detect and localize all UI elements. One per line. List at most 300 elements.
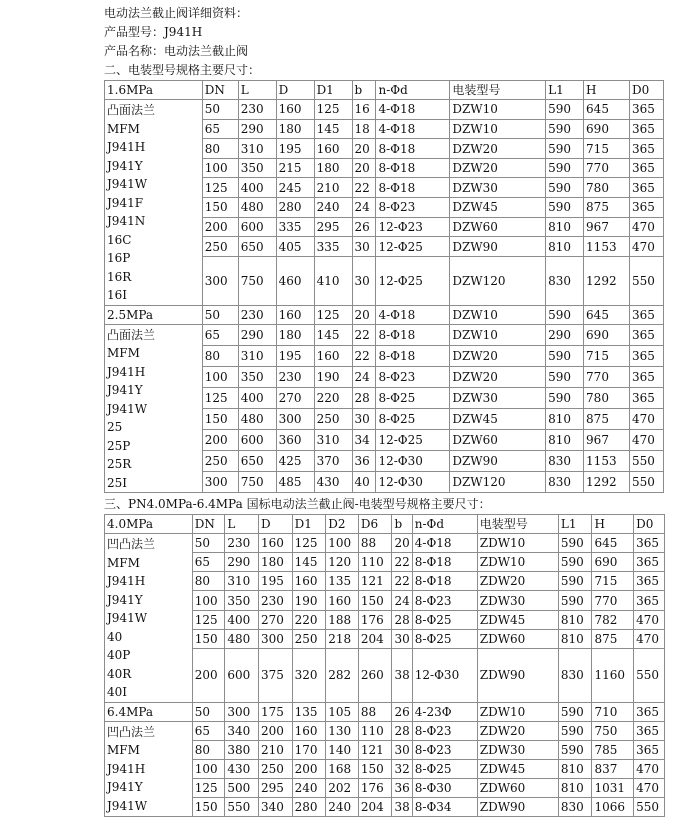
table-cell: 310 (225, 572, 259, 591)
table-cell: 780 (584, 178, 630, 198)
table-cell: 210 (314, 178, 352, 198)
table-cell: 282 (326, 648, 359, 702)
flange-label-cell (105, 324, 203, 493)
column-header: b (392, 515, 412, 534)
table-cell: 20 (352, 139, 376, 159)
table-cell: 810 (546, 217, 584, 237)
column-header: H (592, 515, 634, 534)
table-cell: 121 (358, 740, 392, 759)
table-cell: 160 (326, 591, 359, 610)
table-cell: 365 (629, 324, 663, 345)
table-cell: DZW60 (450, 217, 546, 237)
table-cell: 590 (558, 721, 592, 740)
table-cell: 88 (358, 534, 392, 553)
column-header: D0 (634, 515, 665, 534)
table-cell: 480 (238, 198, 276, 218)
table-cell: 8-Φ23 (412, 740, 477, 759)
flange-label-cell (105, 100, 203, 306)
table-cell: 470 (634, 759, 665, 778)
table-cell: 190 (292, 591, 326, 610)
table-cell: ZDW60 (477, 778, 558, 797)
flange-label: 16C (107, 232, 132, 247)
table-cell: 650 (238, 237, 276, 257)
table-cell: 590 (546, 100, 584, 120)
table-cell: 550 (634, 648, 665, 702)
table-cell: 785 (592, 740, 634, 759)
table-cell: 290 (238, 119, 276, 139)
table-cell: 170 (292, 740, 326, 759)
table-cell: 645 (584, 305, 630, 324)
table-cell: 100 (326, 534, 359, 553)
table-cell: 188 (326, 610, 359, 629)
flange-label: J941H (107, 364, 146, 379)
table-cell: 875 (592, 629, 634, 648)
flange-label: 凸面法兰 (107, 103, 156, 117)
table-cell: 967 (584, 429, 630, 450)
flange-label: J941W (107, 798, 148, 813)
table-cell: 470 (629, 429, 663, 450)
table-cell: 690 (592, 553, 634, 572)
table-cell: 230 (238, 100, 276, 120)
flange-label-cell (105, 721, 193, 816)
table-cell: 300 (202, 256, 238, 305)
table-cell: 100 (202, 158, 238, 178)
intro-line-2: 产品型号：J941H (104, 25, 203, 39)
table-cell: ZDW30 (477, 740, 558, 759)
table-row (105, 100, 664, 120)
table-cell: 300 (225, 702, 259, 721)
table-cell: 125 (202, 178, 238, 198)
flange-label: J941Y (107, 158, 143, 173)
column-header: n-Φd (376, 81, 450, 100)
table-cell: 300 (276, 408, 314, 429)
table-cell: 830 (558, 648, 592, 702)
table-cell: 88 (358, 702, 392, 721)
table-cell: 230 (238, 305, 276, 324)
table-cell: 8-Φ25 (412, 610, 477, 629)
table-cell: 250 (292, 629, 326, 648)
table-cell: 8-Φ18 (376, 158, 450, 178)
table-cell: 875 (584, 408, 630, 429)
table-cell: 140 (326, 740, 359, 759)
table-cell: 160 (258, 534, 292, 553)
table-cell: 600 (225, 648, 259, 702)
table-cell: 8-Φ34 (412, 797, 477, 816)
table-cell: 190 (314, 366, 352, 387)
flange-label: 16R (107, 269, 132, 284)
table-cell: 470 (634, 610, 665, 629)
table-cell: 365 (629, 178, 663, 198)
table-cell: 240 (292, 778, 326, 797)
table-cell: DZW20 (450, 139, 546, 159)
table-cell: 38 (392, 648, 412, 702)
table-cell: 105 (326, 702, 359, 721)
table-cell: 8-Φ18 (412, 572, 477, 591)
table-cell: 365 (629, 345, 663, 366)
table-cell: 365 (629, 158, 663, 178)
pressure-class: 6.4MPa (105, 702, 193, 721)
table-cell: 810 (558, 778, 592, 797)
flange-label: 凸面法兰 (107, 327, 156, 342)
table-cell: 1153 (584, 450, 630, 471)
flange-label: J941H (107, 761, 146, 776)
flange-label: 16I (107, 288, 128, 302)
table-cell: 365 (629, 387, 663, 408)
table-cell: 830 (558, 797, 592, 816)
table-cell: DZW45 (450, 408, 546, 429)
table-cell: 600 (238, 429, 276, 450)
table-cell: 350 (225, 591, 259, 610)
table-cell: 150 (202, 198, 238, 218)
table-cell: 12-Φ30 (376, 450, 450, 471)
table-cell: 590 (558, 702, 592, 721)
table-cell: 782 (592, 610, 634, 629)
table-cell: 100 (192, 591, 225, 610)
table-cell: ZDW10 (477, 702, 558, 721)
column-header: D0 (629, 81, 663, 100)
table-cell: 145 (314, 119, 352, 139)
table-cell: 470 (629, 408, 663, 429)
table-row (105, 534, 665, 553)
table-cell: 8-Φ23 (376, 198, 450, 218)
table-cell: 590 (546, 198, 584, 218)
table-cell: 200 (202, 429, 238, 450)
intro-line-1: 电动法兰截止阀详细资料： (104, 6, 249, 20)
flange-label: 16P (107, 251, 131, 265)
table-cell: 650 (238, 450, 276, 471)
column-header: 电装型号 (450, 81, 546, 100)
table-cell: 22 (392, 553, 412, 572)
table-cell: 8-Φ18 (376, 324, 450, 345)
table-cell: 18 (352, 119, 376, 139)
table-cell: 240 (314, 198, 352, 218)
table-cell: 470 (634, 778, 665, 797)
table-cell: 30 (352, 256, 376, 305)
flange-label: MFM (107, 555, 140, 570)
table-cell: 290 (225, 553, 259, 572)
table-cell: 270 (276, 387, 314, 408)
table-cell: 590 (558, 591, 592, 610)
table-cell: 365 (634, 534, 665, 553)
column-header: D1 (314, 81, 352, 100)
table-cell: ZDW60 (477, 629, 558, 648)
table-cell: 8-Φ25 (412, 629, 477, 648)
table-cell: 220 (292, 610, 326, 629)
table-cell: 110 (358, 553, 392, 572)
table-cell: 365 (634, 591, 665, 610)
table-cell: 160 (314, 345, 352, 366)
table-cell: 26 (352, 217, 376, 237)
table-cell: 590 (546, 119, 584, 139)
table-cell: 1160 (592, 648, 634, 702)
table-cell: 125 (202, 387, 238, 408)
table-cell: 180 (314, 158, 352, 178)
table-cell: 180 (276, 324, 314, 345)
table-cell: ZDW45 (477, 610, 558, 629)
table-cell: 180 (258, 553, 292, 572)
table-cell: 160 (276, 100, 314, 120)
column-header: D1 (292, 515, 326, 534)
table-cell: 110 (358, 721, 392, 740)
table-cell: 121 (358, 572, 392, 591)
table-cell: 770 (584, 366, 630, 387)
table-cell: DZW90 (450, 450, 546, 471)
pressure-row (105, 702, 665, 721)
table-cell: 290 (238, 324, 276, 345)
table-cell: 875 (584, 198, 630, 218)
column-header: L1 (546, 81, 584, 100)
table-cell: 810 (558, 759, 592, 778)
table-cell: 176 (358, 778, 392, 797)
table-cell: 375 (258, 648, 292, 702)
table-cell: 750 (592, 721, 634, 740)
table-cell: 590 (546, 158, 584, 178)
table-cell: 780 (584, 387, 630, 408)
table-cell: 4-Φ18 (376, 100, 450, 120)
table-cell: 125 (292, 534, 326, 553)
table-cell: 295 (258, 778, 292, 797)
table-cell: ZDW10 (477, 534, 558, 553)
table-cell: 36 (392, 778, 412, 797)
flange-label: J941W (107, 401, 148, 416)
table-cell: 320 (292, 648, 326, 702)
table-cell: 300 (258, 629, 292, 648)
table-cell: ZDW20 (477, 721, 558, 740)
column-header: H (584, 81, 630, 100)
table-cell: 470 (629, 217, 663, 237)
flange-label: J941Y (107, 383, 143, 397)
table-cell: 1292 (584, 256, 630, 305)
table-cell: 480 (238, 408, 276, 429)
table-cell: 4-Φ18 (376, 305, 450, 324)
table-cell: 550 (634, 797, 665, 816)
table-cell: 365 (629, 100, 663, 120)
pressure-row (105, 305, 664, 324)
table-cell: 400 (238, 387, 276, 408)
table-cell: 65 (202, 324, 238, 345)
flange-label: J941W (107, 177, 148, 191)
table-cell: 50 (192, 534, 225, 553)
table-cell: DZW20 (450, 158, 546, 178)
table-cell: 380 (225, 740, 259, 759)
table-cell: 1066 (592, 797, 634, 816)
table-cell: 80 (202, 139, 238, 159)
table-cell: 24 (392, 591, 412, 610)
column-header: DN (202, 81, 238, 100)
table-cell: 36 (352, 450, 376, 471)
table-cell: 135 (292, 702, 326, 721)
table-cell: ZDW90 (477, 648, 558, 702)
table-cell: 40 (352, 471, 376, 492)
table-cell: 400 (238, 178, 276, 198)
flange-label: J941Y (107, 780, 143, 794)
table-cell: 4-Φ18 (376, 119, 450, 139)
table-cell: 240 (326, 797, 359, 816)
table-cell: 365 (634, 721, 665, 740)
table-cell: 550 (629, 256, 663, 305)
table-cell: 365 (629, 139, 663, 159)
table-cell: 270 (258, 610, 292, 629)
table-cell: 32 (392, 759, 412, 778)
table-cell: 280 (292, 797, 326, 816)
table-cell: 8-Φ25 (376, 408, 450, 429)
table-cell: 30 (392, 740, 412, 759)
table-cell: 300 (202, 471, 238, 492)
table-cell: DZW20 (450, 345, 546, 366)
table-cell: 150 (358, 759, 392, 778)
intro-line-4: 二、电装型号规格主要尺寸： (104, 63, 261, 77)
table-cell: 8-Φ18 (376, 345, 450, 366)
table-cell: 80 (202, 345, 238, 366)
table-cell: 250 (202, 237, 238, 257)
table-cell: 365 (634, 740, 665, 759)
table-cell: 175 (258, 702, 292, 721)
table-cell: 20 (352, 305, 376, 324)
table-cell: 22 (352, 178, 376, 198)
table-cell: 160 (314, 139, 352, 159)
table-cell: 230 (225, 534, 259, 553)
table-cell: 180 (276, 119, 314, 139)
table-cell: 590 (546, 345, 584, 366)
table-cell: 4-Φ18 (412, 534, 477, 553)
table-cell: 470 (629, 237, 663, 257)
table-cell: 430 (225, 759, 259, 778)
flange-label: 40P (107, 648, 131, 662)
table-cell: 24 (352, 198, 376, 218)
table-cell: 28 (352, 387, 376, 408)
table-cell: 65 (192, 553, 225, 572)
table-cell: 770 (584, 158, 630, 178)
flange-label: J941H (107, 140, 146, 154)
table-cell: 290 (546, 324, 584, 345)
table-cell: DZW45 (450, 198, 546, 218)
table-cell: 310 (314, 429, 352, 450)
table-cell: 145 (292, 553, 326, 572)
table-cell: 200 (192, 648, 225, 702)
table-cell: DZW120 (450, 471, 546, 492)
table-cell: 12-Φ25 (376, 429, 450, 450)
column-header: 电装型号 (477, 515, 558, 534)
table-cell: 590 (546, 178, 584, 198)
table-cell: 370 (314, 450, 352, 471)
table-cell: 250 (258, 759, 292, 778)
flange-label: 40I (107, 685, 128, 699)
table-cell: 100 (202, 366, 238, 387)
table-cell: 360 (276, 429, 314, 450)
table-cell: 12-Φ23 (376, 217, 450, 237)
table-cell: 485 (276, 471, 314, 492)
table-cell: 365 (634, 572, 665, 591)
table-cell: 8-Φ25 (376, 387, 450, 408)
table-cell: 590 (546, 139, 584, 159)
flange-label: 25 (107, 420, 123, 434)
table-cell: 8-Φ23 (376, 366, 450, 387)
flange-label: 40 (107, 629, 123, 644)
table-cell: 28 (392, 610, 412, 629)
flange-label: 40R (107, 666, 132, 681)
flange-label: MFM (107, 121, 140, 136)
table-cell: 310 (238, 345, 276, 366)
table-cell: 410 (314, 256, 352, 305)
table-cell: DZW20 (450, 366, 546, 387)
table-cell: 590 (558, 534, 592, 553)
table-cell: 230 (258, 591, 292, 610)
table-cell: 810 (558, 629, 592, 648)
table-cell: 590 (558, 572, 592, 591)
table-row (105, 721, 665, 740)
table-cell: 65 (192, 721, 225, 740)
table-cell: 550 (629, 450, 663, 471)
table-cell: 20 (352, 158, 376, 178)
table-cell: 365 (629, 366, 663, 387)
flange-label-cell (105, 534, 193, 703)
table-cell: DZW10 (450, 305, 546, 324)
flange-label: 25I (107, 475, 128, 490)
intro-line-3: 产品名称：电动法兰截止阀 (104, 44, 249, 58)
table-cell: 500 (225, 778, 259, 797)
table-cell: 400 (225, 610, 259, 629)
table-cell: 365 (634, 702, 665, 721)
table-cell: 200 (202, 217, 238, 237)
table-cell: ZDW45 (477, 759, 558, 778)
table-cell: 250 (202, 450, 238, 471)
table-cell: 8-Φ18 (376, 178, 450, 198)
table-cell: DZW30 (450, 178, 546, 198)
table-cell: 204 (358, 629, 392, 648)
table-cell: 550 (629, 471, 663, 492)
table-cell: 830 (546, 450, 584, 471)
table-cell: 24 (352, 366, 376, 387)
table-cell: 34 (352, 429, 376, 450)
table-cell: 350 (238, 366, 276, 387)
table-cell: 4-23Φ (412, 702, 477, 721)
table-cell: 1153 (584, 237, 630, 257)
table-cell: 50 (192, 702, 225, 721)
table-cell: 750 (238, 471, 276, 492)
spec-table-16-25 (104, 80, 664, 493)
table-cell: 430 (314, 471, 352, 492)
table-cell: 715 (584, 139, 630, 159)
table-cell: 120 (326, 553, 359, 572)
table-cell: 26 (392, 702, 412, 721)
table-cell: 8-Φ23 (412, 591, 477, 610)
table-cell: ZDW20 (477, 572, 558, 591)
table-cell: 810 (558, 610, 592, 629)
table-cell: 28 (392, 721, 412, 740)
table-header-row (105, 81, 664, 100)
table-cell: 365 (629, 198, 663, 218)
table-cell: 335 (314, 237, 352, 257)
table-cell: 460 (276, 256, 314, 305)
table-cell: 335 (276, 217, 314, 237)
table-cell: 195 (276, 139, 314, 159)
table-cell: 590 (546, 366, 584, 387)
table-cell: 50 (202, 100, 238, 120)
column-header: L (225, 515, 259, 534)
table-cell: 80 (192, 572, 225, 591)
column-header: DN (192, 515, 225, 534)
table-cell: 100 (192, 759, 225, 778)
table-cell: 12-Φ30 (412, 648, 477, 702)
flange-label: J941W (107, 611, 148, 625)
table-cell: ZDW10 (477, 553, 558, 572)
table-cell: 195 (258, 572, 292, 591)
table-cell: 837 (592, 759, 634, 778)
table-cell: 22 (352, 324, 376, 345)
table-cell: 810 (546, 237, 584, 257)
table-cell: 690 (584, 324, 630, 345)
pressure-class: 2.5MPa (105, 305, 203, 324)
